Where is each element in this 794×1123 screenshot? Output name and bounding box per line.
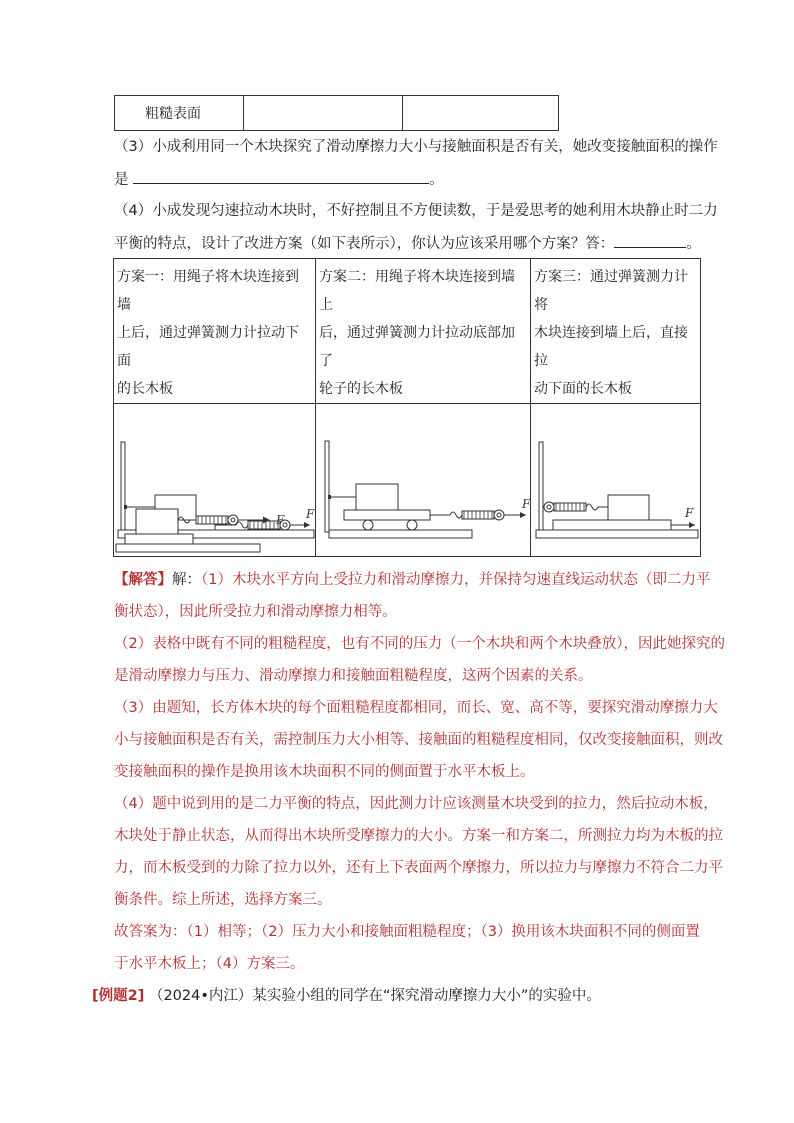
answer-blank	[614, 233, 686, 248]
table-cell-empty	[244, 96, 403, 131]
table-cell-empty	[403, 96, 559, 131]
answer-p1-line1: 【解答】解：（1）木块水平方向上受拉力和滑动摩擦力，并保持匀速直线运动状态（即二力平	[114, 572, 711, 588]
plan-3-cell: 方案三：通过弹簧测力计将 木块连接到墙上后，直接拉 动下面的长木板	[531, 259, 701, 404]
plan-1-cell: 方案一：用绳子将木块连接到墙 上后，通过弹簧测力计拉动下面 的长木板	[114, 259, 316, 404]
table-cell-label: 粗糙表面	[115, 96, 244, 131]
question-3-line2: 是 。	[114, 169, 444, 190]
question-4-line2: 平衡的特点，设计了改进方案（如下表所示），你认为应该采用哪个方案？答： 。	[114, 233, 701, 254]
answer-p4-line3: 力，而木板受到的力除了拉力以外，还有上下表面两个摩擦力，所以拉力与摩擦力不符合二力平	[114, 860, 723, 876]
answer-p2-line1: （2）表格中既有不同的粗糙程度，也有不同的压力（一个木块和两个木块叠放），因此她探究的	[114, 636, 725, 652]
force-label: F	[522, 497, 531, 511]
answer-p4-line1: （4）题中说到用的是二力平衡的特点，因此测力计应该测量木块受到的拉力，然后拉动木板，	[114, 796, 718, 812]
plan-2-figure-cell	[316, 404, 531, 557]
force-label: F	[685, 506, 694, 520]
plan-3-figure-cell	[531, 404, 701, 557]
plan-2-cell: 方案二：用绳子将木块连接到墙上 后，通过弹簧测力计拉动底部加了 轮子的长木板	[316, 259, 531, 404]
answer-blank	[133, 169, 429, 184]
plan-2-diagram	[316, 404, 531, 546]
answer-p4-line4: 衡条件。综上所述，选择方案三。	[114, 892, 332, 908]
table-row	[115, 96, 559, 131]
answer-p1-line2: 衡状态），因此所受拉力和滑动摩擦力相等。	[114, 604, 397, 620]
table-row	[114, 259, 701, 404]
force-label: F	[306, 507, 315, 521]
force-label: F	[276, 513, 285, 527]
question-4-line1: （4）小成发现匀速拉动木块时，不好控制且不方便读数，于是爱思考的她利用木块静止时二力	[114, 203, 718, 219]
data-table-fragment	[114, 95, 559, 131]
final-answer-line1: 故答案为：（1）相等；（2）压力大小和接触面粗糙程度；（3）换用该木块面积不同的侧面置	[114, 924, 700, 940]
answer-p3-line3: 变接触面积的操作是换用该木块面积不同的侧面置于水平木板上。	[114, 764, 535, 780]
answer-p2-line2: 是滑动摩擦力与压力、滑动摩擦力和接触面粗糙程度，这两个因素的关系。	[114, 668, 593, 684]
extra-diagram	[110, 500, 300, 556]
answer-tag: 【解答】	[114, 572, 172, 588]
answer-p3-line2: 小与接触面积是否有关，需控制压力大小相等、接触面的粗糙程度相同，仅改变接触面积，则改	[114, 732, 723, 748]
plan-3-diagram	[531, 404, 701, 546]
example-2-heading: [例题2] （2024•内江）某实验小组的同学在“探究滑动摩擦力大小”的实验中。	[92, 988, 601, 1004]
answer-p3-line1: （3）由题知，长方体木块的每个面粗糙程度都相同，而长、宽、高不等，要探究滑动摩擦力大	[114, 700, 718, 716]
example-tag: [例题2]	[92, 988, 145, 1004]
final-answer-line2: 于水平木板上；（4）方案三。	[114, 956, 305, 972]
answer-p4-line2: 木块处于静止状态，从而得出木块所受摩擦力的大小。方案一和方案二，所测拉力均为木板的拉	[114, 828, 723, 844]
question-3-line1: （3）小成利用同一个木块探究了滑动摩擦力大小与接触面积是否有关，她改变接触面积的操作	[114, 139, 718, 155]
